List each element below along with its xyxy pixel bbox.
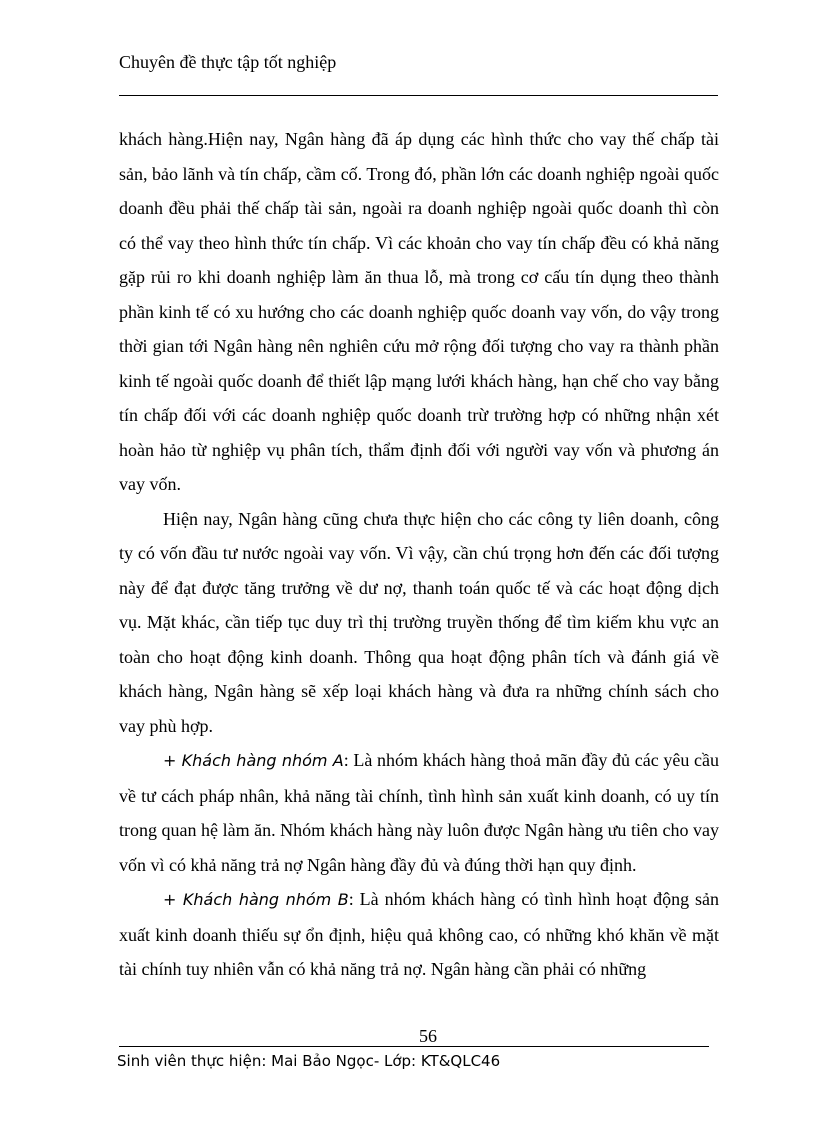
group-a-label: + Khách hàng nhóm A: [163, 751, 344, 770]
paragraph: [119, 122, 719, 502]
page-number: 56: [419, 1026, 437, 1046]
paragraph-text: Hiện nay, Ngân hàng cũng chưa thực hiện cho các công ty liên doanh, công ty có vốn đầu tư nước ngoài vay vốn. Vì vậy, cần chú trọng hơn đến các đối tượng này để đạt được tăng trưởng về dư nợ, thanh toán quốc tế và các hoạt động dịch vụ. Mặt khác, cần tiếp tục duy trì thị trường truyền thống để tìm kiếm khu vực an toàn cho hoạt động kinh doanh. Thông qua hoạt động phân tích và đánh giá về khách hàng, Ngân hàng sẽ xếp loại khách hàng và đưa ra những chính sách cho vay phù hợp.: [119, 508, 719, 736]
paragraph-group-a: [119, 743, 719, 882]
header-divider: [119, 95, 718, 96]
paragraph-text: : Là nhóm khách hàng có tình hình hoạt động sản xuất kinh doanh thiếu sự ổn định, hiệu quả không cao, có những khó khăn về mặt tài chính tuy nhiên vẫn có khả năng trả nợ. Ngân hàng cần phải có những: [119, 889, 719, 979]
page-header-title: Chuyên đề thực tập tốt nghiệp: [119, 52, 337, 72]
paragraph-text: khách hàng.Hiện nay, Ngân hàng đã áp dụng các hình thức cho vay thế chấp tài sản, bảo lãnh và tín chấp, cầm cố. Trong đó, phần lớn các doanh nghiệp ngoài quốc doanh đều phải thế chấp tài sản, ngoài ra doanh nghiệp ngoài quốc doanh thì còn có thể vay theo hình thức tín chấp. Vì các khoản cho vay tín chấp đều có khả năng gặp rủi ro khi doanh nghiệp làm ăn thua lỗ, mà trong cơ cấu tín dụng theo thành phần kinh tế có xu hướng cho các doanh nghiệp quốc doanh vay vốn, do vậy trong thời gian tới Ngân hàng nên nghiên cứu mở rộng đối tượng cho vay ra thành phần kinh tế ngoài quốc doanh để thiết lập mạng lưới khách hàng, hạn chế cho vay bằng tín chấp đối với các doanh nghiệp quốc doanh trừ trường hợp có những nhận xét hoàn hảo từ nghiệp vụ phân tích, thẩm định đối với người vay vốn và phương án vay vốn.: [119, 129, 719, 494]
paragraph-text: : Là nhóm khách hàng thoả mãn đầy đủ các yêu cầu về tư cách pháp nhân, khả năng tài chính, tình hình sản xuất kinh doanh, có uy tín trong quan hệ làm ăn. Nhóm khách hàng này luôn được Ngân hàng ưu tiên cho vay vốn vì có khả năng trả nợ Ngân hàng đầy đủ và đúng thời hạn quy định.: [119, 750, 720, 875]
group-b-label: + Khách hàng nhóm B: [163, 890, 349, 909]
footer-divider: [119, 1046, 709, 1047]
footer-author: Sinh viên thực hiện: Mai Bảo Ngọc- Lớp: KT&QLC46: [117, 1052, 501, 1070]
paragraph: [119, 502, 719, 744]
document-body: [119, 122, 719, 987]
paragraph-group-b: [119, 882, 719, 987]
